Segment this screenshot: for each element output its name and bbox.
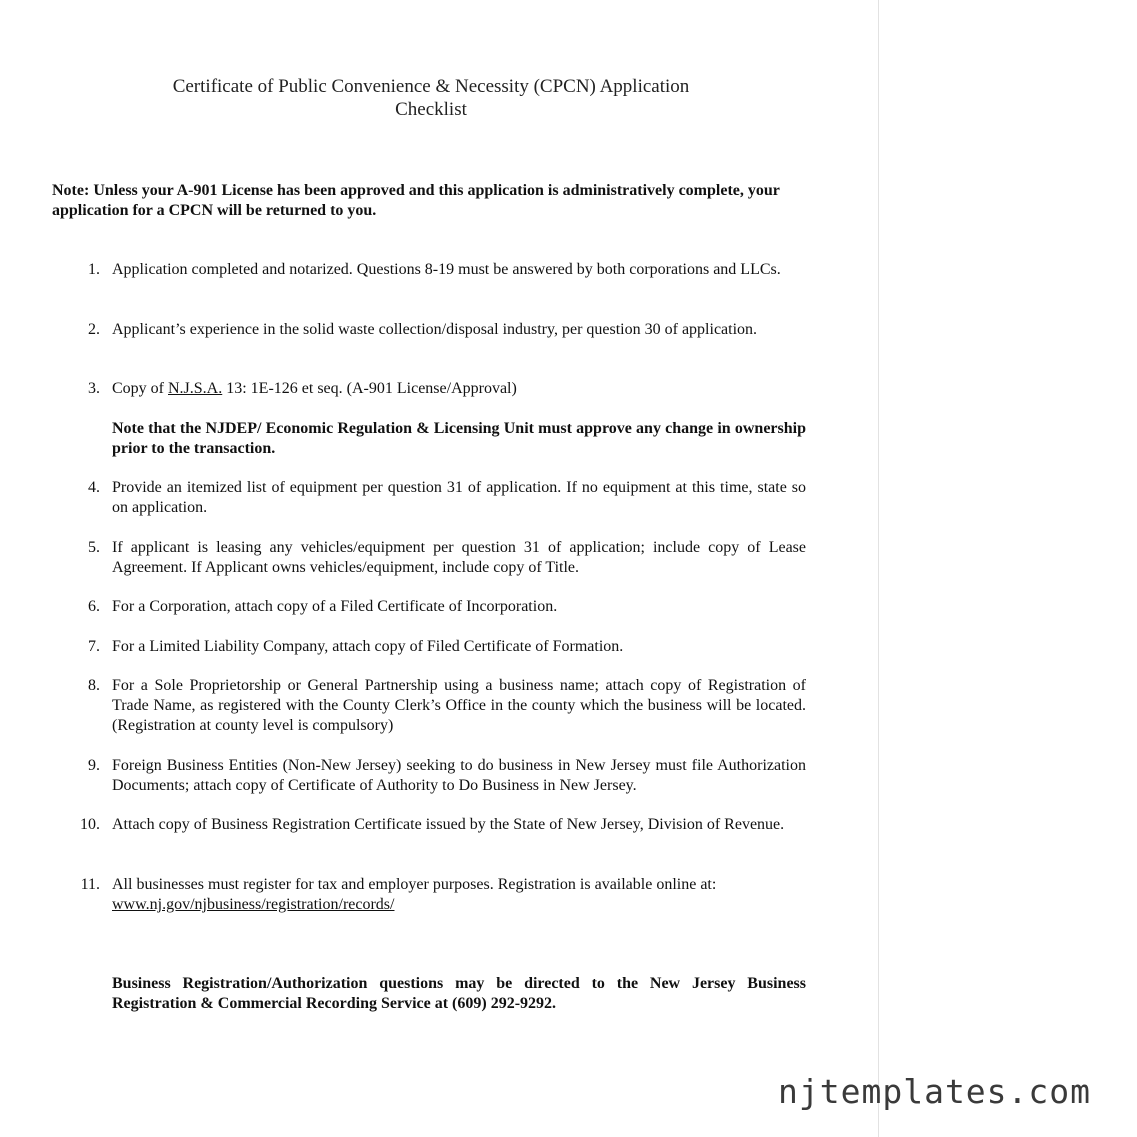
item-text: Applicant’s experience in the solid waste collection/disposal industry, per question 30 of application. [112, 321, 758, 338]
item-text [112, 379, 806, 399]
item-text-main: All businesses must register for tax and employer purposes. Registration is available online at: [112, 876, 717, 893]
document-title: Certificate of Public Convenience & Necessity (CPCN) Application [172, 76, 690, 97]
item-text-prefix: Copy of [112, 380, 168, 397]
item-number: 10. [80, 816, 100, 833]
item-number: 2. [88, 321, 100, 338]
ownership-note: Note that the NJDEP/ Economic Regulation & Licensing Unit must approve any change in ownership prior to the transaction. [112, 420, 806, 457]
njsa-link[interactable]: N.J.S.A. [168, 380, 223, 397]
item-number: 3. [88, 380, 100, 397]
item-text: For a Sole Proprietorship or General Partnership using a business name; attach copy of Registration of Trade Name, as registered with the County Clerk’s Office in the county which the business will be located. (Registration at county level is compulsory) [112, 677, 806, 734]
item-text [112, 875, 806, 915]
registration-url-link[interactable]: www.nj.gov/njbusiness/registration/records/ [112, 896, 395, 913]
document-subtitle: Checklist [395, 99, 467, 120]
page-divider [878, 0, 879, 1137]
item-number: 9. [88, 757, 100, 774]
item-number: 1. [88, 261, 100, 278]
item-text: If applicant is leasing any vehicles/equipment per question 31 of application; include copy of Lease Agreement. If Applicant owns vehicles/equipment, include copy of Title. [112, 539, 806, 576]
closing-note: Business Registration/Authorization questions may be directed to the New Jersey Business Registration & Commercial Recording Service at (609) 292-9292. [112, 975, 806, 1012]
item-number: 8. [88, 677, 100, 694]
item-text-suffix: 13: 1E-126 et seq. (A-901 License/Approval) [222, 380, 517, 397]
site-watermark: njtemplates.com [778, 1072, 1092, 1111]
item-number: 6. [88, 598, 100, 615]
item-number: 4. [88, 479, 100, 496]
item-text: Provide an itemized list of equipment per question 31 of application. If no equipment at this time, state so on application. [112, 479, 806, 516]
item-text: For a Corporation, attach copy of a Filed Certificate of Incorporation. [112, 598, 558, 615]
item-text: Application completed and notarized. Questions 8-19 must be answered by both corporations and LLCs. [112, 261, 781, 278]
warning-note: Note: Unless your A-901 License has been approved and this application is administratively complete, your application for a CPCN will be returned to you. [52, 182, 780, 219]
item-number: 11. [80, 876, 100, 893]
item-number: 5. [88, 539, 100, 556]
item-number: 7. [88, 638, 100, 655]
item-text: For a Limited Liability Company, attach copy of Filed Certificate of Formation. [112, 638, 624, 655]
item-text: Foreign Business Entities (Non-New Jersey) seeking to do business in New Jersey must file Authorization Documents; attach copy of Certificate of Authority to Do Business in New Jersey. [112, 757, 806, 794]
item-text: Attach copy of Business Registration Certificate issued by the State of New Jersey, Division of Revenue. [112, 816, 785, 833]
